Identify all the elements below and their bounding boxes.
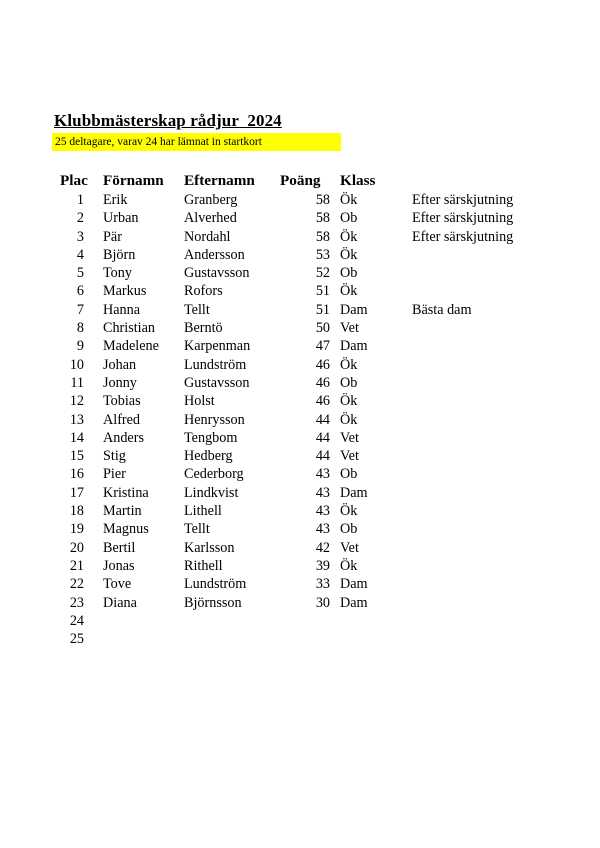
cell-points: 44 (315, 429, 330, 446)
cell-place: 13 (69, 411, 84, 428)
cell-place: 2 (76, 210, 84, 227)
table-row (60, 374, 532, 392)
cell-last-name: Alverhed (184, 210, 237, 227)
cell-note (412, 612, 532, 630)
cell-first-name: Tony (103, 265, 132, 282)
cell-points: 47 (315, 338, 330, 355)
cell-class: Ök (340, 356, 358, 373)
cell-points: 58 (315, 228, 330, 245)
cell-note (412, 484, 532, 502)
cell-first-name: Markus (103, 283, 147, 300)
cell-place: 20 (69, 539, 84, 556)
cell-points: 46 (315, 374, 330, 391)
cell-points: 42 (315, 539, 330, 556)
cell-points: 30 (315, 594, 330, 611)
table-row (60, 539, 532, 557)
cell-place: 18 (69, 503, 84, 520)
cell-points: 39 (315, 557, 330, 574)
cell-first-name: Kristina (103, 484, 149, 501)
cell-place: 8 (76, 320, 84, 337)
cell-last-name: Andersson (184, 246, 245, 263)
cell-note (412, 630, 532, 648)
cell-class: Dam (340, 484, 368, 501)
cell-place: 16 (69, 466, 84, 483)
cell-last-name: Rithell (184, 557, 223, 574)
participants-summary: 25 deltagare, varav 24 har lämnat in startkort (52, 133, 341, 151)
cell-first-name: Madelene (103, 338, 159, 355)
table-row (60, 246, 532, 264)
cell-place: 6 (76, 283, 84, 300)
cell-place: 14 (69, 429, 84, 446)
cell-last-name: Cederborg (184, 466, 244, 483)
cell-last-name: Tellt (184, 521, 210, 538)
cell-points: 50 (315, 320, 330, 337)
cell-last-name: Granberg (184, 192, 238, 208)
cell-last-name: Lundström (184, 356, 247, 373)
cell-note (412, 374, 532, 392)
cell-first-name: Christian (103, 320, 156, 337)
cell-place: 3 (76, 228, 84, 245)
cell-class: Dam (340, 338, 368, 355)
header-first-name: Förnamn (103, 172, 164, 189)
header-last-name: Efternamn (184, 172, 255, 189)
cell-note (412, 246, 532, 264)
cell-points: 53 (315, 246, 330, 263)
cell-first-name: Stig (103, 448, 126, 465)
cell-last-name: Nordahl (184, 228, 231, 245)
table-row (60, 484, 532, 502)
results-body (60, 191, 532, 648)
table-row (60, 594, 532, 612)
cell-last-name: Tengbom (184, 429, 238, 446)
cell-points: 52 (315, 265, 330, 282)
results-table (60, 171, 532, 648)
cell-last-name: Tellt (184, 301, 210, 318)
table-row (60, 447, 532, 465)
cell-first-name: Magnus (103, 521, 149, 538)
cell-place: 21 (69, 557, 84, 574)
cell-note (412, 319, 532, 337)
cell-place: 9 (76, 338, 84, 355)
cell-points (280, 630, 340, 648)
page-title: Klubbmästerskap rådjur 2024 (54, 111, 282, 130)
cell-class: Dam (340, 594, 368, 611)
cell-note (412, 520, 532, 538)
cell-note (412, 429, 532, 447)
cell-last-name: Lindkvist (184, 484, 239, 501)
cell-class: Ök (340, 411, 358, 428)
cell-points: 33 (315, 576, 330, 593)
cell-place: 4 (76, 246, 84, 263)
table-row (60, 264, 532, 282)
cell-note (412, 411, 532, 429)
cell-place: 19 (69, 521, 84, 538)
table-row (60, 465, 532, 483)
table-row (60, 630, 532, 648)
cell-last-name (184, 630, 280, 648)
cell-points: 43 (315, 521, 330, 538)
cell-first-name (103, 630, 184, 648)
cell-points: 43 (315, 466, 330, 483)
cell-place: 15 (69, 448, 84, 465)
cell-first-name: Jonny (103, 374, 137, 391)
cell-first-name: Tove (103, 576, 132, 593)
table-row (60, 520, 532, 538)
header-note (412, 171, 532, 191)
cell-note: Bästa dam (412, 301, 472, 318)
table-row (60, 612, 532, 630)
table-row (60, 557, 532, 575)
cell-last-name: Karlsson (184, 539, 235, 556)
cell-first-name: Martin (103, 503, 142, 520)
cell-first-name: Anders (103, 429, 144, 446)
cell-first-name: Pär (103, 228, 122, 245)
cell-points (280, 612, 340, 630)
table-header-row (60, 171, 532, 191)
table-row (60, 575, 532, 593)
cell-class: Dam (340, 301, 368, 318)
cell-class: Vet (340, 320, 359, 337)
cell-first-name (103, 612, 184, 630)
cell-class: Ob (340, 374, 358, 391)
cell-points: 51 (315, 301, 330, 318)
cell-last-name: Holst (184, 393, 215, 410)
table-row (60, 356, 532, 374)
table-row (60, 392, 532, 410)
cell-class: Ök (340, 283, 358, 300)
cell-note (412, 356, 532, 374)
cell-note (412, 264, 532, 282)
cell-points: 44 (315, 411, 330, 428)
cell-first-name: Bertil (103, 539, 136, 556)
cell-first-name: Alfred (103, 411, 141, 428)
table-row (60, 337, 532, 355)
cell-last-name (184, 612, 280, 630)
cell-points: 43 (315, 503, 330, 520)
header-place: Plac (60, 172, 88, 189)
cell-last-name: Henrysson (184, 411, 245, 428)
table-row (60, 209, 532, 227)
cell-note (412, 337, 532, 355)
cell-points: 46 (315, 393, 330, 410)
cell-first-name: Diana (103, 594, 137, 611)
cell-class: Ök (340, 557, 358, 574)
cell-place: 5 (76, 265, 84, 282)
cell-class: Ob (340, 466, 358, 483)
cell-points: 51 (315, 283, 330, 300)
table-row (60, 282, 532, 300)
cell-class: Ök (340, 228, 358, 245)
cell-class: Dam (340, 576, 368, 593)
cell-place: 7 (76, 301, 84, 318)
cell-last-name: Hedberg (184, 448, 233, 465)
cell-first-name: Erik (103, 192, 128, 208)
cell-class: Ök (340, 393, 358, 410)
table-row (60, 191, 532, 209)
cell-note (412, 282, 532, 300)
table-row (60, 228, 532, 246)
table-row (60, 301, 532, 319)
cell-place: 1 (76, 192, 84, 208)
table-row (60, 502, 532, 520)
cell-note (412, 557, 532, 575)
cell-note: Efter särskjutning (412, 192, 514, 208)
table-row (60, 319, 532, 337)
cell-note (412, 502, 532, 520)
cell-first-name: Tobias (103, 393, 141, 410)
table-row (60, 411, 532, 429)
cell-first-name: Urban (103, 210, 139, 227)
cell-class: Vet (340, 429, 359, 446)
cell-last-name: Karpenman (184, 338, 251, 355)
cell-first-name: Björn (103, 246, 136, 263)
cell-last-name: Gustavsson (184, 265, 250, 282)
cell-class (340, 612, 412, 630)
cell-note: Efter särskjutning (412, 228, 514, 245)
cell-place: 17 (69, 484, 84, 501)
cell-class: Ob (340, 521, 358, 538)
cell-place: 25 (69, 631, 84, 648)
table-row (60, 429, 532, 447)
header-points: Poäng (280, 172, 321, 189)
cell-last-name: Björnsson (184, 594, 242, 611)
cell-note (412, 575, 532, 593)
cell-place: 24 (69, 612, 84, 629)
cell-note: Efter särskjutning (412, 210, 514, 227)
cell-place: 23 (69, 594, 84, 611)
cell-points: 43 (315, 484, 330, 501)
cell-note (412, 392, 532, 410)
cell-last-name: Lundström (184, 576, 247, 593)
header-class: Klass (340, 172, 376, 189)
cell-class: Ök (340, 192, 358, 208)
cell-first-name: Hanna (103, 301, 141, 318)
cell-last-name: Lithell (184, 503, 222, 520)
cell-last-name: Rofors (184, 283, 223, 300)
cell-first-name: Johan (103, 356, 137, 373)
cell-note (412, 447, 532, 465)
cell-class: Vet (340, 448, 359, 465)
cell-points: 58 (315, 192, 330, 208)
cell-note (412, 594, 532, 612)
cell-first-name: Pier (103, 466, 126, 483)
cell-note (412, 539, 532, 557)
cell-class: Ob (340, 265, 358, 282)
cell-last-name: Gustavsson (184, 374, 250, 391)
cell-first-name: Jonas (103, 557, 135, 574)
cell-points: 44 (315, 448, 330, 465)
cell-class: Ök (340, 503, 358, 520)
cell-place: 22 (69, 576, 84, 593)
cell-points: 58 (315, 210, 330, 227)
cell-place: 12 (69, 393, 84, 410)
cell-class: Ob (340, 210, 358, 227)
cell-points: 46 (315, 356, 330, 373)
cell-class: Ök (340, 246, 358, 263)
cell-class (340, 630, 412, 648)
cell-place: 10 (69, 356, 84, 373)
cell-note (412, 465, 532, 483)
cell-last-name: Berntö (184, 320, 223, 337)
cell-class: Vet (340, 539, 359, 556)
cell-place: 11 (70, 374, 84, 391)
